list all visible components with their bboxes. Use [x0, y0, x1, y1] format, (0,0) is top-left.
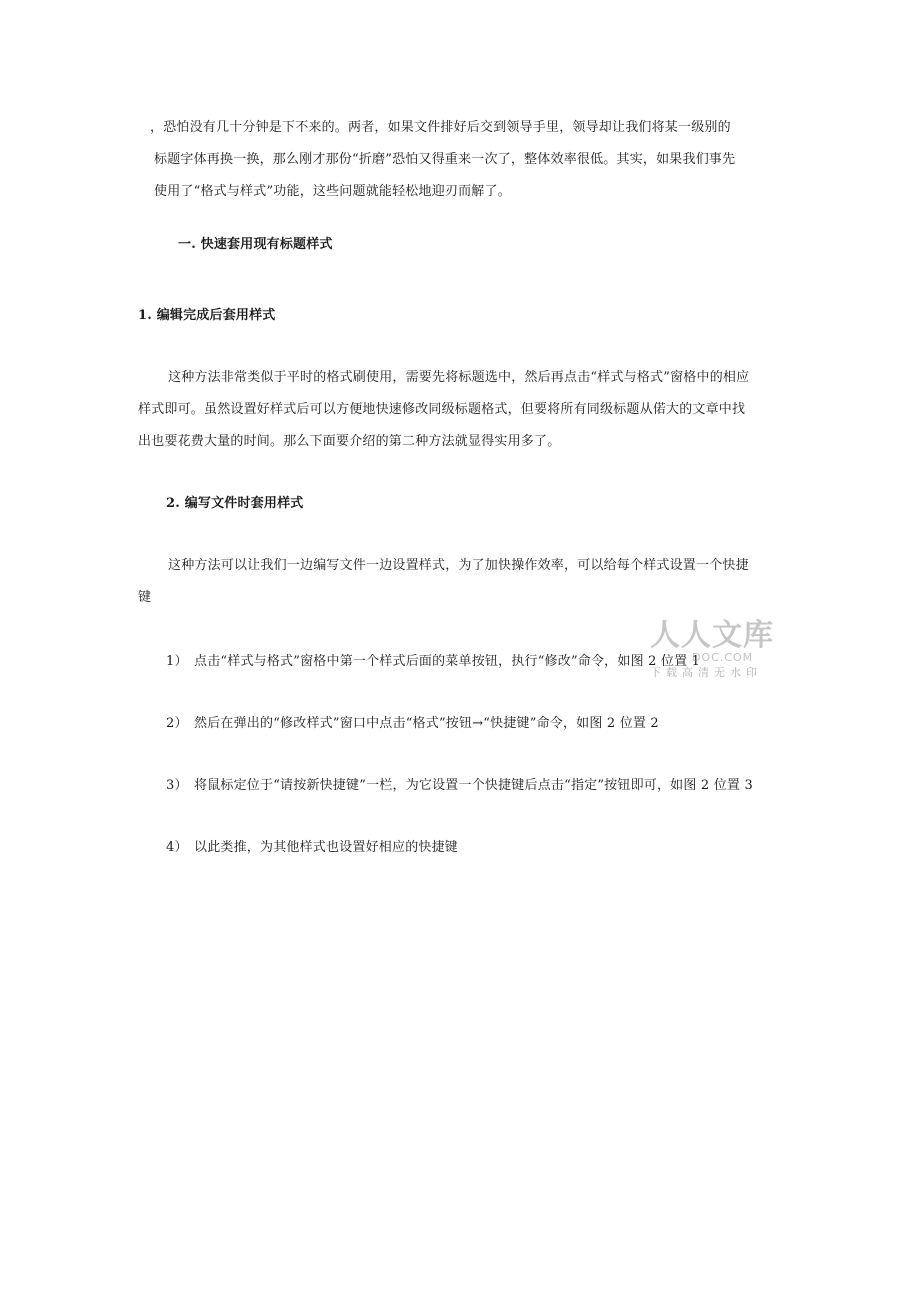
subsection-1-para-line-1: 这种方法非常类似于平时的格式刷使用，需要先将标题选中，然后再点击“样式与格式”窗格中的相应 [168, 370, 750, 385]
subsection-2-para-line-1: 这种方法可以让我们一边编写文件一边设置样式，为了加快操作效率，可以给每个样式设置一个快捷 [168, 558, 749, 573]
intro-line-3: 使用了“格式与样式”功能，这些问题就能轻松地迎刃而解了。 [154, 184, 511, 199]
subsection-1-heading: 1. 编辑完成后套用样式 [138, 308, 276, 323]
list-item-text: 将鼠标定位于“请按新快捷键”一栏，为它设置一个快捷键后点击“指定”按钮即可，如图 2 位置 3 [194, 778, 753, 793]
list-item-text: 以此类推，为其他样式也设置好相应的快捷键 [194, 840, 459, 855]
subsection-1-para-line-3: 出也要花费大量的时间。那么下面要介绍的第二种方法就显得实用多了。 [138, 434, 561, 449]
list-item-number: 3） [166, 778, 188, 793]
list-item [166, 652, 700, 672]
intro-line-1: ，恐怕没有几十分钟是下不来的。两者，如果文件排好后交到领导手里，领导却让我们将某一级别的 [150, 120, 731, 135]
list-item [166, 714, 659, 734]
watermark-domain: DOC.COM [692, 651, 754, 664]
list-item-text: 点击“样式与格式”窗格中第一个样式后面的菜单按钮，执行“修改”命令，如图 2 位置 1 [194, 654, 701, 669]
intro-line-2: 标题字体再换一换，那么刚才那份“折磨”恐怕又得重来一次了，整体效率很低。其实，如果我们事先 [154, 152, 736, 167]
subsection-2-para-line-2: 键 [138, 590, 152, 605]
watermark-subtitle: 下载高清无水印 [650, 666, 762, 679]
list-item [166, 776, 753, 796]
list-item-text: 然后在弹出的“修改样式”窗口中点击“格式”按钮→“快捷键”命令，如图 2 位置 2 [194, 716, 659, 731]
subsection-2-heading: 2. 编写文件时套用样式 [166, 496, 304, 511]
watermark-title: 人人文库 [650, 618, 774, 653]
section-heading: 一. 快速套用现有标题样式 [178, 237, 333, 252]
list-item-number: 4） [166, 840, 188, 855]
list-item-number: 1） [166, 654, 188, 669]
subsection-1-para-line-2: 样式即可。虽然设置好样式后可以方便地快速修改同级标题格式，但要将所有同级标题从偌大的文章中找 [138, 402, 746, 417]
list-item [166, 838, 458, 858]
list-item-number: 2） [166, 716, 188, 731]
